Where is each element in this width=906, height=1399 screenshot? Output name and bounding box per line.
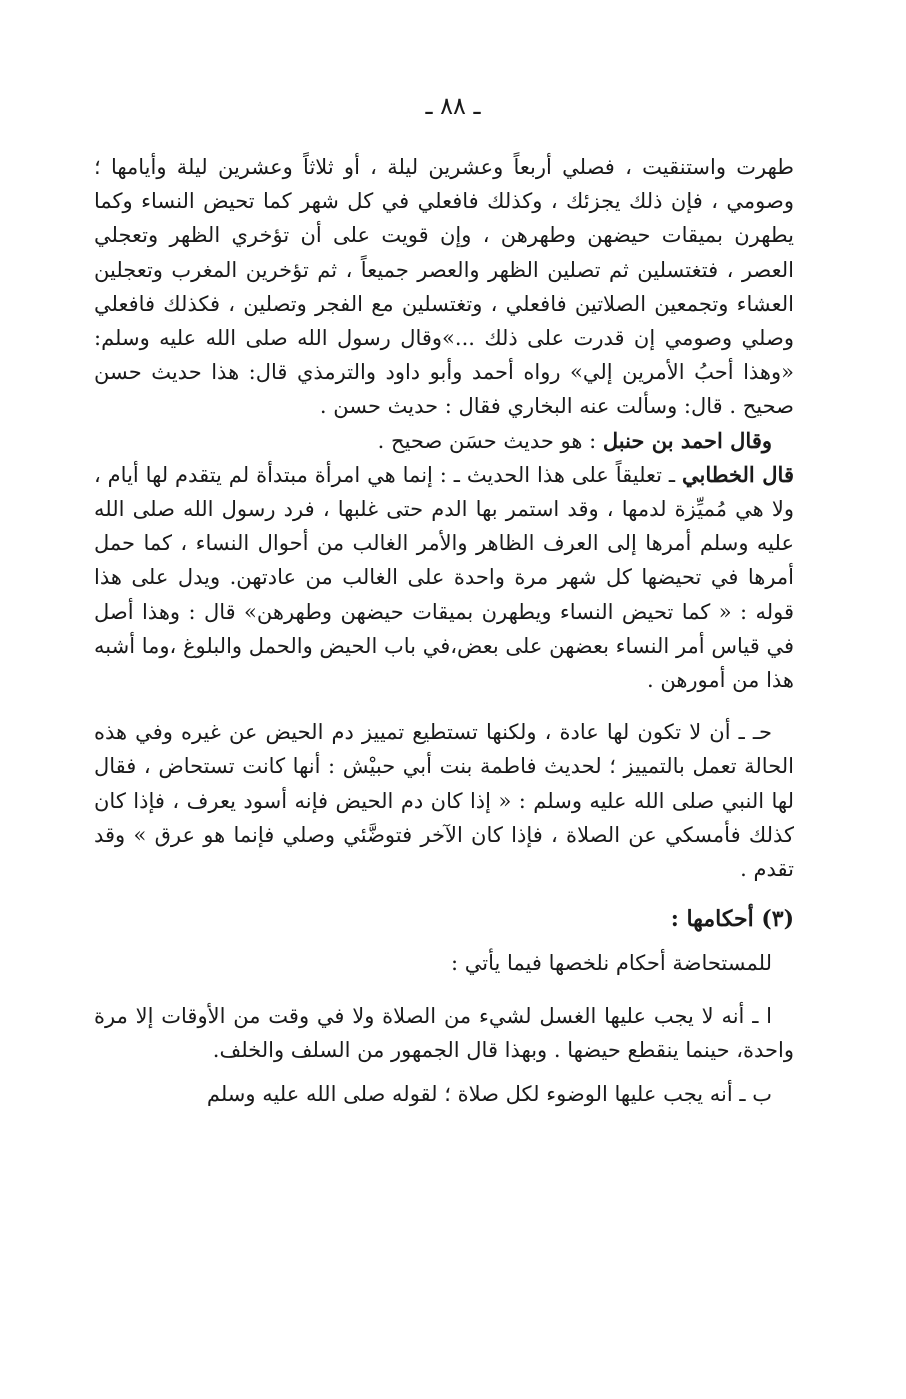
paragraph-text: : هو حديث حسَن صحيح . xyxy=(377,428,603,453)
paragraph-rulings-intro: للمستحاضة أحكام نلخصها فيما يأتي : xyxy=(450,951,772,976)
paragraph-text: ـ تعليقاً على هذا الحديث ـ : إنما هي امرأة مبتدأة لم يتقدم لها أيام ، ولا هي مُميِّزة لدمها ، وقد استمر بها الدم حتى غلبها ، فرد رسول الله صلى الله عليه وسلم أمرها إلى العرف الظاهر والأمر الغالب من أحوال النساء ، كما حمل أمرها في تحيضها كل شهر مرة واحدة على الغالب من عادتهن. ويدل على هذا قوله : « كما تحيض النساء ويطهرن بميقات حيضهن وطهرهن» قال : وهذا أصل في قياس أمر النساء بعضهن على بعض،في باب الحيض والحمل والبلوغ ،وما أشبه هذا من أمورهن . xyxy=(94,462,794,693)
paragraph-ahmad-quote xyxy=(94,424,794,458)
page-body xyxy=(94,150,794,1111)
paragraph-khattabi-commentary xyxy=(94,458,794,697)
paragraph-ruling-alif: ا ـ أنه لا يجب عليها الغسل لشيء من الصلاة ولا في وقت من الأوقات إلا مرة واحدة، حينما ينقطع حيضها . وبهذا قال الجمهور من السلف والخلف. xyxy=(94,1003,794,1062)
paragraph-case-haa: حـ ـ أن لا تكون لها عادة ، ولكنها تستطيع تمييز دم الحيض عن غيره وفي هذه الحالة تعمل بالتمييز ؛ لحديث فاطمة بنت أبي حبيْش : أنها كانت تستحاض ، فقال لها النبي صلى الله عليه وسلم : « إذا كان دم الحيض فإنه أسود يعرف ، فإذا كان كذلك فأمسكي عن الصلاة ، فإذا كان الآخر فتوضَّئي وصلي فإنما هو عرق » وقد تقدم . xyxy=(94,720,794,882)
page-number: ـ ٨٨ ـ xyxy=(425,92,481,120)
paragraph-hadith-continuation: طهرت واستنقيت ، فصلي أربعاً وعشرين ليلة ، أو ثلاثاً وعشرين ليلة وأيامها ؛ وصومي ، فإن ذلك يجزئك ، وكذلك فافعلي في كل شهر كما تحيض النساء وكما يطهرن بميقات حيضهن وطهرهن ، وإن قويت على أن تؤخري الظهر وتعجلي العصر ، فتغتسلين ثم تصلين الظهر والعصر جميعاً ، ثم تؤخرين المغرب وتعجلين العشاء وتجمعين الصلاتين فافعلي ، وتغتسلين مع الفجر وتصلين ، فكذلك فافعلي وصلي وصومي إن قدرت على ذلك ...»وقال رسول الله صلى الله عليه وسلم: «وهذا أحبُ الأمرين إلي» رواه أحمد وأبو داود والترمذي قال: هذا حديث حسن صحيح . قال: وسألت عنه البخاري فقال : حديث حسن . xyxy=(94,155,794,419)
paragraph-lead: قال الخطابي xyxy=(681,461,794,487)
paragraph-lead: وقال احمد بن حنبل xyxy=(602,427,772,453)
paragraph-ruling-baa: ب ـ أنه يجب عليها الوضوء لكل صلاة ؛ لقوله صلى الله عليه وسلم xyxy=(206,1082,772,1107)
section-heading: (٣) أحكامها : xyxy=(670,906,794,933)
